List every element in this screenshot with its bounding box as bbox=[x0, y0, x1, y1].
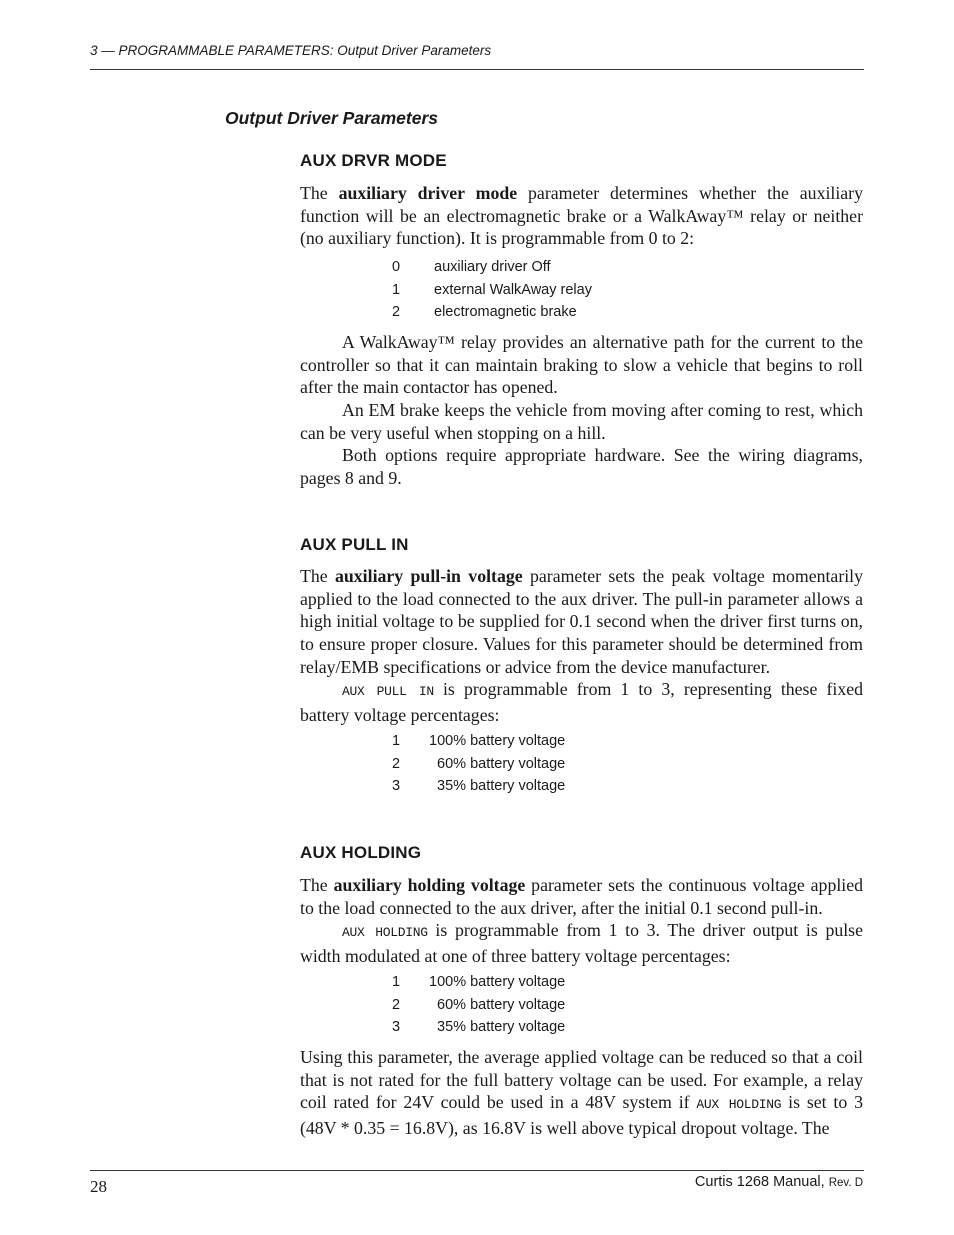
revision-label: Rev. D bbox=[828, 1177, 863, 1189]
aux-drvr-mode-intro bbox=[300, 182, 863, 250]
intro-text: The bbox=[300, 566, 336, 586]
option-label: 35% battery voltage bbox=[429, 778, 566, 794]
option-label: 35% battery voltage bbox=[429, 1019, 566, 1035]
hardware-paragraph: Both options require appropriate hardware. See the wiring diagrams, pages 8 and 9. bbox=[300, 445, 863, 488]
option-number: 0 bbox=[392, 259, 401, 275]
aux-pull-in-intro bbox=[300, 565, 863, 679]
intro-bold-term: auxiliary driver mode bbox=[338, 183, 518, 203]
parameter-code: AUX HOLDING bbox=[342, 925, 428, 940]
walkaway-paragraph: A WalkAway™ relay provides an alternative path for the current to the controller so that it can maintain braking to slow a vehicle that begins to roll after the main contactor has opened. bbox=[300, 332, 863, 398]
section-title: Output Driver Parameters bbox=[225, 108, 438, 128]
option-number: 2 bbox=[392, 756, 401, 772]
aux-pull-in-range bbox=[300, 678, 863, 726]
parameter-code: AUX PULL IN bbox=[342, 684, 434, 699]
footer-manual-title bbox=[695, 1174, 863, 1190]
option-number: 1 bbox=[392, 974, 401, 990]
aux-holding-heading: AUX HOLDING bbox=[300, 843, 422, 862]
range-text: is programmable from 1 to 3. The driver output is pulse width modulated at one of three battery voltage percentages: bbox=[300, 920, 863, 966]
intro-text: The bbox=[300, 183, 339, 203]
intro-text: parameter sets the continuous voltage applied to the load connected to the aux driver, after the initial 0.1 second pull-in. bbox=[300, 875, 863, 918]
intro-text: parameter sets the peak voltage momentarily applied to the load connected to the aux driver. The pull-in parameter allows a high initial voltage to be supplied for 0.1 second when the driver first turns on, to ensure proper closure. Values for this parameter should be determined from relay/EMB specifications or advice from the device manufacturer. bbox=[300, 566, 864, 677]
option-label: 60% battery voltage bbox=[429, 756, 566, 772]
aux-holding-range bbox=[300, 919, 863, 967]
option-number: 2 bbox=[392, 997, 401, 1013]
footer-rule bbox=[90, 1170, 864, 1171]
intro-bold-term: auxiliary pull-in voltage bbox=[335, 566, 523, 586]
header-rule bbox=[90, 69, 864, 70]
option-label: 100% battery voltage bbox=[429, 733, 566, 749]
option-label: auxiliary driver Off bbox=[434, 259, 551, 275]
aux-holding-usage bbox=[300, 1046, 863, 1140]
aux-holding-intro bbox=[300, 874, 863, 919]
option-number: 1 bbox=[392, 733, 401, 749]
option-number: 2 bbox=[392, 304, 401, 320]
aux-drvr-mode-heading: AUX DRVR MODE bbox=[300, 151, 447, 170]
aux-pull-in-heading: AUX PULL IN bbox=[300, 535, 409, 554]
range-text: is programmable from 1 to 3, representing these fixed battery voltage percentages: bbox=[300, 679, 864, 725]
option-label: 60% battery voltage bbox=[429, 997, 566, 1013]
page-number: 28 bbox=[90, 1177, 107, 1196]
usage-text: is set to 3 (48V * 0.35 = 16.8V), as 16.8V is well above typical dropout voltage. The bbox=[300, 1092, 863, 1139]
option-number: 1 bbox=[392, 282, 401, 298]
em-brake-paragraph: An EM brake keeps the vehicle from moving after coming to rest, which can be very useful when stopping on a hill. bbox=[300, 400, 863, 443]
option-label: 100% battery voltage bbox=[429, 974, 566, 990]
running-header: 3 — PROGRAMMABLE PARAMETERS: Output Driver Parameters bbox=[90, 43, 492, 58]
intro-text: The bbox=[300, 875, 334, 895]
option-label: electromagnetic brake bbox=[434, 304, 577, 320]
intro-text: parameter determines whether the auxiliary function will be an electromagnetic brake or a WalkAway™ relay or neither (no auxiliary function). It is programmable from 0 to 2: bbox=[300, 183, 863, 249]
parameter-code: AUX HOLDING bbox=[696, 1097, 782, 1113]
intro-bold-term: auxiliary holding voltage bbox=[333, 875, 526, 895]
option-number: 3 bbox=[392, 1019, 401, 1035]
option-number: 3 bbox=[392, 778, 401, 794]
usage-text: Using this parameter, the average applied voltage can be reduced so that a coil that is not rated for the full battery voltage can be used. For example, a relay coil rated for 24V could be used in a 48V system if bbox=[300, 1047, 863, 1113]
option-label: external WalkAway relay bbox=[434, 282, 592, 298]
manual-title: Curtis 1268 Manual, bbox=[694, 1174, 829, 1190]
